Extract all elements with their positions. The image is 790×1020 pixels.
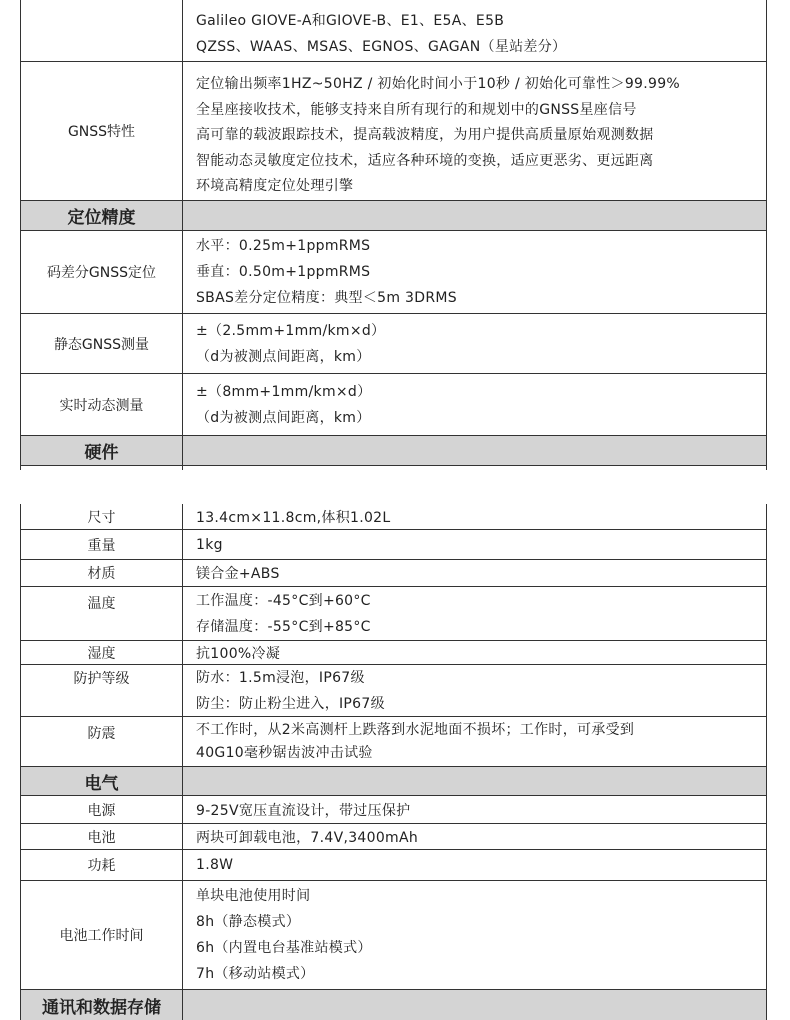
spec-value-line: 防尘：防止粉尘进入，IP67级	[196, 695, 385, 712]
spec-value-line: QZSS、WAAS、MSAS、EGNOS、GAGAN（星站差分）	[196, 39, 567, 55]
spec-value-line: 7h（移动站模式）	[196, 966, 315, 982]
spec-row-code-differential	[20, 231, 767, 314]
spec-row-power-supply	[20, 796, 767, 824]
spec-row-humidity	[20, 641, 767, 665]
spec-value-line: 9-25V宽压直流设计，带过压保护	[196, 802, 411, 819]
spec-row-gnss-features	[20, 62, 767, 201]
spec-value	[183, 717, 767, 766]
spec-label: 防护等级	[20, 665, 183, 716]
spec-label: 材质	[20, 560, 183, 586]
spec-value-line: 智能动态灵敏度定位技术，适应各种环境的变换，适应更恶劣、更远距离	[196, 152, 654, 169]
spec-value	[183, 665, 767, 716]
spec-value	[183, 850, 767, 880]
spec-value	[183, 796, 767, 823]
spec-value-line: 高可靠的载波跟踪技术，提高载波精度，为用户提供高质量原始观测数据	[196, 127, 654, 143]
spec-value-line: 抗100%冷凝	[196, 645, 281, 662]
spec-table-bottom	[20, 504, 767, 1018]
section-title: 硬件	[20, 436, 183, 465]
section-header-positioning	[20, 201, 767, 231]
spec-value-line: 镁合金+ABS	[196, 566, 280, 582]
spec-value-line: 两块可卸载电池，7.4V,3400mAh	[196, 829, 419, 846]
spec-label: 温度	[20, 587, 183, 640]
spec-value-line: 水平：0.25m+1ppmRMS	[196, 238, 371, 254]
spec-value-line: SBAS差分定位精度：典型＜5m 3DRMS	[196, 290, 457, 306]
spec-value-line: 垂直：0.50m+1ppmRMS	[196, 264, 371, 280]
spec-value-line: 防水：1.5m浸泡，IP67级	[196, 669, 365, 686]
spec-label	[20, 0, 183, 61]
spec-value-line: 6h（内置电台基准站模式）	[196, 940, 372, 956]
spec-value-line: 单块电池使用时间	[196, 888, 311, 904]
spec-value	[183, 231, 767, 313]
spec-label: 尺寸	[20, 504, 183, 529]
section-title: 电气	[20, 767, 183, 795]
section-title: 通讯和数据存储	[20, 990, 183, 1020]
spec-row-static-survey	[20, 314, 767, 374]
spec-value-line: ±（8mm+1mm/km×d）	[196, 383, 372, 400]
spec-label: 实时动态测量	[20, 374, 183, 435]
spec-label: 电池工作时间	[20, 881, 183, 989]
empty-cell	[20, 466, 183, 470]
spec-value	[183, 504, 767, 529]
spec-label: 防震	[20, 717, 183, 766]
spec-value-line: Galileo GIOVE-A和GIOVE-B、E1、E5A、E5B	[196, 13, 505, 29]
spec-value	[183, 314, 767, 373]
section-header-comms	[20, 990, 767, 1020]
section-header-power	[20, 767, 767, 796]
spec-value-line: ±（2.5mm+1mm/km×d）	[196, 322, 386, 339]
spec-value	[183, 587, 767, 640]
spec-value	[183, 0, 767, 61]
spec-value-line: 40G10毫秒锯齿波冲击试验	[196, 744, 373, 761]
spec-value-line: 1kg	[196, 536, 223, 553]
spec-value-line: 不工作时，从2米高测杆上跌落到水泥地面不损坏；工作时，可承受到	[196, 721, 635, 738]
spec-value-line: 13.4cm×11.8cm,体积1.02L	[196, 509, 391, 526]
section-empty-cell	[183, 767, 767, 795]
empty-cell	[183, 466, 767, 470]
spec-row-protection	[20, 665, 767, 717]
spec-value-line: 环境高精度定位处理引擎	[196, 178, 354, 194]
spec-label: 功耗	[20, 850, 183, 880]
spec-label: 码差分GNSS定位	[20, 231, 183, 313]
spec-row-battery	[20, 824, 767, 850]
spec-value	[183, 881, 767, 989]
spec-row-temperature	[20, 587, 767, 641]
section-title: 定位精度	[20, 201, 183, 230]
spec-value-line: 存储温度：-55°C到+85°C	[196, 618, 371, 635]
spec-value	[183, 824, 767, 849]
spec-label: 静态GNSS测量	[20, 314, 183, 373]
spec-value-line: 1.8W	[196, 857, 234, 873]
spec-value-line: （d为被测点间距离，km）	[196, 409, 371, 426]
spec-value-line: （d为被测点间距离，km）	[196, 348, 371, 365]
section-empty-cell	[183, 201, 767, 230]
spec-row-material	[20, 560, 767, 587]
spec-value	[183, 530, 767, 559]
spec-row-constellations	[20, 0, 767, 62]
spec-label: 湿度	[20, 641, 183, 664]
spec-value-line: 定位输出频率1HZ~50HZ / 初始化时间小于10秒 / 初始化可靠性＞99.99%	[196, 76, 681, 92]
spec-table-top	[20, 0, 767, 470]
spec-label: 电池	[20, 824, 183, 849]
spec-row-rtk	[20, 374, 767, 436]
spec-row-shock	[20, 717, 767, 767]
section-empty-cell	[183, 436, 767, 465]
spec-value	[183, 62, 767, 200]
spec-value-line: 工作温度：-45°C到+60°C	[196, 592, 371, 609]
spec-label: GNSS特性	[20, 62, 183, 200]
spec-value	[183, 641, 767, 664]
spec-label: 电源	[20, 796, 183, 823]
spec-value	[183, 560, 767, 586]
spec-row-size	[20, 504, 767, 530]
spec-value-line: 全星座接收技术，能够支持来自所有现行的和规划中的GNSS星座信号	[196, 101, 637, 118]
table-cutoff-row	[20, 466, 767, 470]
spec-label: 重量	[20, 530, 183, 559]
section-header-hardware	[20, 436, 767, 466]
section-empty-cell	[183, 990, 767, 1020]
spec-row-consumption	[20, 850, 767, 881]
spec-row-battery-life	[20, 881, 767, 990]
spec-value	[183, 374, 767, 435]
spec-row-weight	[20, 530, 767, 560]
spec-value-line: 8h（静态模式）	[196, 914, 301, 930]
